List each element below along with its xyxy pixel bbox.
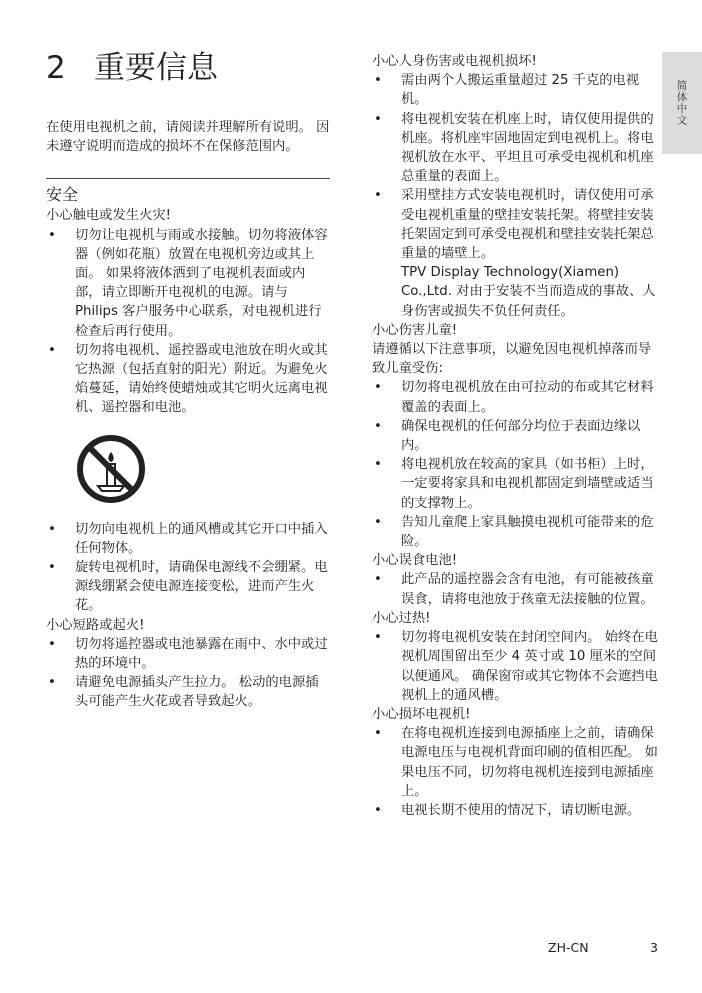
right-column: [372, 52, 658, 820]
list-item: • 切勿将电视机、遥控器或电池放在明火或其它热源（包括直射的阳光）附近。为避免火焰蔓延，请始终使蜡烛或其它明火远离电视机、遥控器和电池。: [48, 342, 328, 416]
list-item: • 切勿让电视机与雨或水接触。切勿将液体容器（例如花瓶）放置在电视机旁边或其上面。 如果将液体洒到了电视机表面或内部，请立即断开电视机的电源。请与Philips 客户服务中心联系，对电视机进行检查后再行使用。: [48, 227, 328, 339]
chapter-title: 重要信息: [94, 50, 218, 86]
list-item: • 采用壁挂方式安装电视机时，请仅使用可承受电视机重量的壁挂安装托架。将壁挂安装托架固定到可承受电视机和壁挂安装托架总重量的墙壁上。 TPV Display Technology(Xiamen) Co.,Ltd. 对由于安装不当而造成的事故、人身伤害或损失不负任何责任。: [374, 188, 656, 319]
page-number: 3: [650, 940, 658, 955]
fire-list-2: [46, 520, 330, 616]
children-heading: 小心伤害儿童!: [372, 322, 458, 338]
list-item: • 旋转电视机时，请确保电源线不会绷紧。电源线绷紧会使电源连接变松，进而产生火花。: [48, 560, 328, 614]
list-item: • 确保电视机的任何部分均位于表面边缘以内。: [374, 418, 641, 454]
list-item: • 在将电视机连接到电源插座上之前，请确保电源电压与电视机背面印刷的值相匹配。 如果电压不同，切勿将电视机连接到电源插座上。: [374, 726, 658, 799]
fire-list: [46, 226, 330, 418]
injury-heading: 小心人身伤害或电视机损坏!: [372, 54, 537, 69]
list-item: • 需由两个人搬运重量超过 25 千克的电视机。: [374, 73, 640, 108]
damage-list: [372, 724, 658, 820]
battery-heading: 小心误食电池!: [372, 553, 458, 569]
list-item: • 将电视机放在较高的家具（如书柜）上时，一定要将家具和电视机都固定到墙壁或适当的支撑物上。: [374, 457, 654, 511]
list-item: • 将电视机安装在机座上时，请仅使用提供的机座。将机座牢固地固定到电视机上。将电视机放在水平、平坦且可承受电视机和机座总重量的表面上。: [374, 111, 654, 185]
short-circuit-list: [46, 635, 330, 712]
tpv-disclaimer: TPV Display Technology(Xiamen) Co.,Ltd. 对由于安装不当而造成的事故、人身伤害或损失不负任何责任。: [401, 265, 656, 319]
fire-heading: 小心触电或发生火灾!: [46, 208, 172, 224]
list-item: • 请避免电源插头产生拉力。 松动的电源插头可能产生火花或者导致起火。: [48, 675, 319, 710]
chapter-heading: [46, 48, 330, 88]
section-title-safety: 安全: [46, 178, 330, 206]
page-footer: [548, 940, 658, 955]
footer-language-code: ZH-CN: [548, 940, 589, 955]
overheat-list: [372, 628, 658, 705]
damage-heading: 小心损坏电视机!: [372, 706, 471, 722]
list-item: • 切勿将遥控器或电池暴露在雨中、水中或过热的环境中。: [48, 636, 328, 672]
battery-list: [372, 570, 658, 608]
left-column: [46, 48, 330, 712]
list-item: • 电视长期不使用的情况下，请切断电源。: [374, 802, 641, 818]
list-item: • 切勿向电视机上的通风槽或其它开口中插入任何物体。: [48, 521, 328, 556]
children-list: [372, 378, 658, 551]
no-open-flame-icon: [76, 434, 146, 504]
list-item: • 告知儿童爬上家具触摸电视机可能带来的危险。: [374, 514, 654, 550]
injury-list: [372, 71, 658, 321]
language-side-tab: [662, 52, 702, 154]
children-intro: 请遵循以下注意事项，以避免因电视机掉落而导致儿童受伤:: [372, 342, 652, 377]
overheat-heading: 小心过热!: [372, 610, 431, 626]
list-item: • 切勿将电视机放在由可拉动的布或其它材料覆盖的表面上。: [374, 380, 654, 415]
language-tab-label: 简体中文: [675, 80, 688, 126]
intro-paragraph: 在使用电视机之前，请阅读并理解所有说明。 因未遵守说明而造成的损坏不在保修范围内。: [46, 120, 330, 155]
chapter-number: 2: [46, 50, 66, 86]
short-circuit-heading: 小心短路或起火!: [46, 617, 145, 633]
list-item: • 切勿将电视机安装在封闭空间内。 始终在电视机周围留出至少 4 英寸或 10 厘米的空间以便通风。 确保窗帘或其它物体不会遮挡电视机上的通风槽。: [374, 630, 658, 703]
list-item: • 此产品的遥控器会含有电池，有可能被孩童误食，请将电池放于孩童无法接触的位置。: [374, 572, 654, 607]
